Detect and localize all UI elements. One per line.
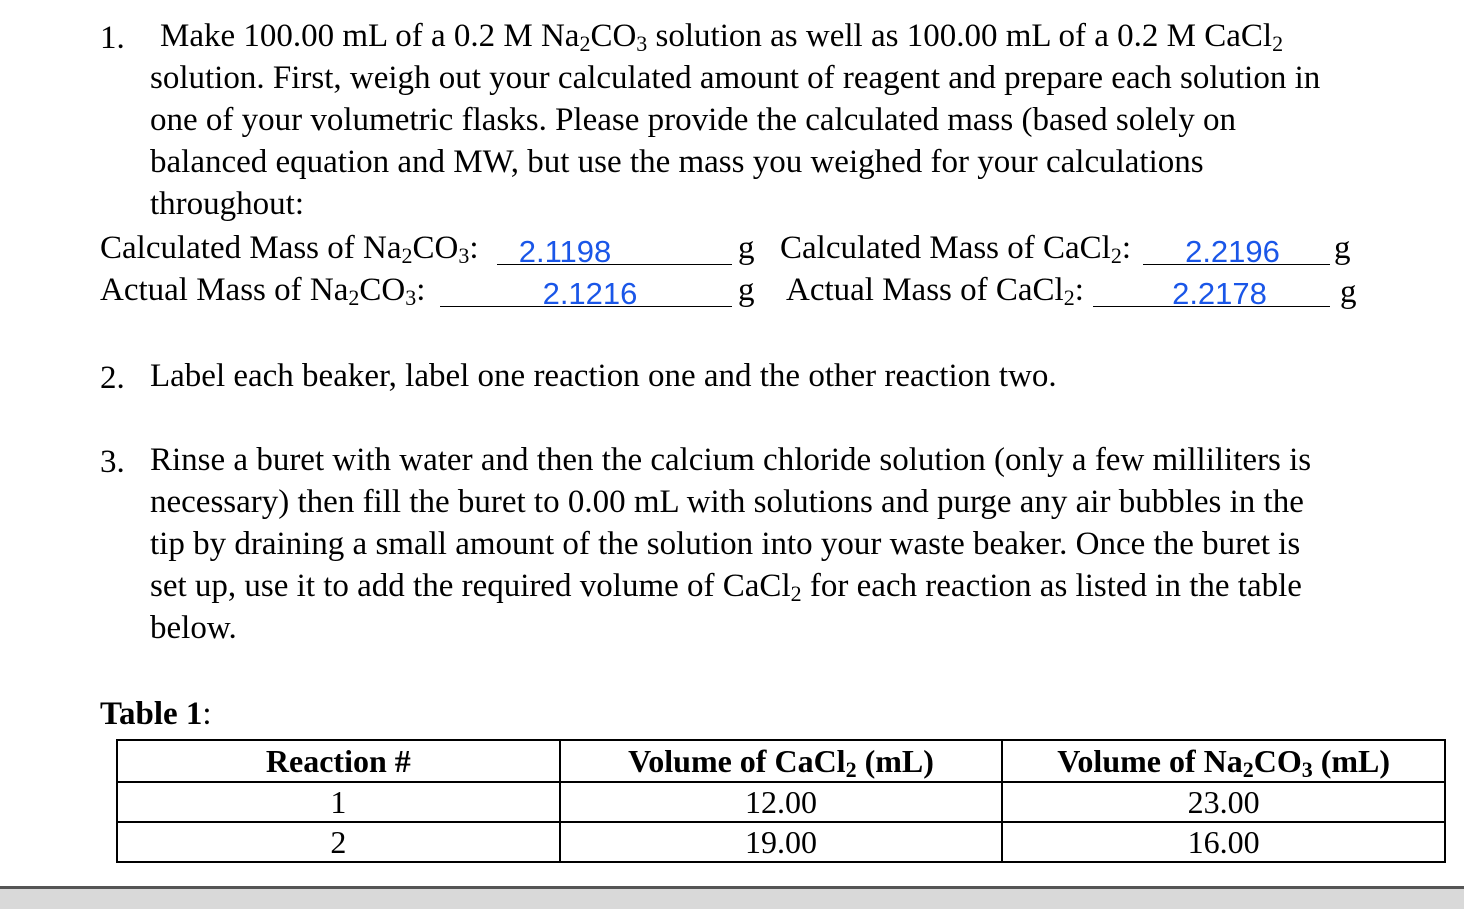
subscript: 2 (1063, 285, 1075, 310)
calculated-mass-cacl2-value[interactable]: 2.2196 (1185, 234, 1280, 269)
subscript: 2 (1110, 243, 1122, 268)
actual-mass-cacl2-value[interactable]: 2.2178 (1172, 276, 1267, 311)
subscript: 2 (790, 581, 802, 606)
label-text: Actual Mass of Na (100, 272, 349, 308)
header-cacl2-volume (560, 740, 1003, 782)
label-text: Calculated Mass of CaCl (780, 230, 1111, 266)
unit-g: g (1340, 274, 1357, 310)
step-3-line-3: tip by draining a small amount of the solution into your waste beaker. Once the buret is (150, 526, 1301, 562)
subscript: 2 (845, 757, 857, 782)
label-text: Calculated Mass of Na (100, 230, 402, 266)
header-text: (mL) (856, 743, 934, 779)
header-text: Volume of CaCl (628, 743, 846, 779)
step-1-text-a: Make 100.00 mL of a 0.2 M Na (160, 18, 580, 54)
label-text: CO (412, 230, 459, 266)
cell-cacl2-volume: 12.00 (560, 782, 1003, 822)
step-3-text-b: for each reaction as listed in the table (801, 568, 1302, 604)
reaction-table (116, 739, 1446, 863)
table-label (100, 698, 212, 731)
step-2-number: 2. (100, 360, 125, 396)
table-label-colon: : (202, 696, 212, 732)
step-1-number: 1. (100, 20, 125, 56)
calculated-mass-cacl2-label (780, 230, 1132, 268)
step-1-line-4: balanced equation and MW, but use the mass you weighed for your calculations (150, 144, 1204, 180)
calculated-mass-na2co3-value[interactable]: 2.1198 (518, 234, 612, 269)
header-na2co3-volume (1002, 740, 1445, 782)
step-1-line-2: solution. First, weigh out your calculated amount of reagent and prepare each solution in (150, 60, 1321, 96)
subscript: 2 (579, 31, 591, 56)
subscript: 3 (405, 285, 417, 310)
subscript: 2 (1272, 31, 1284, 56)
table-row (117, 782, 1445, 822)
step-3-number: 3. (100, 444, 125, 480)
header-text: Volume of Na (1057, 743, 1243, 779)
label-text: : (416, 272, 426, 308)
unit-g: g (738, 230, 755, 266)
subscript: 2 (1242, 757, 1254, 782)
cell-na2co3-volume: 23.00 (1002, 782, 1445, 822)
cell-reaction: 2 (117, 822, 560, 862)
label-text: : (1074, 272, 1084, 308)
subscript: 3 (458, 243, 470, 268)
step-1-line-1 (160, 18, 1284, 56)
subscript: 2 (401, 243, 413, 268)
step-1-text-co: CO (590, 18, 637, 54)
step-3-line-5: below. (150, 610, 237, 646)
table-label-text: Table 1 (100, 696, 203, 732)
label-text: : (469, 230, 479, 266)
subscript: 2 (348, 285, 360, 310)
unit-g: g (738, 272, 755, 308)
cell-na2co3-volume: 16.00 (1002, 822, 1445, 862)
step-3-text-a: set up, use it to add the required volume of CaCl (150, 568, 791, 604)
label-text: Actual Mass of CaCl (786, 272, 1064, 308)
actual-mass-na2co3-value[interactable]: 2.1216 (542, 276, 638, 311)
header-text: (mL) (1312, 743, 1391, 779)
step-3-line-2: necessary) then fill the buret to 0.00 mL with solutions and purge any air bubbles in the (150, 484, 1304, 520)
subscript: 3 (1301, 757, 1313, 782)
label-text: CO (359, 272, 406, 308)
step-3-line-4 (150, 568, 1302, 606)
step-2-text: Label each beaker, label one reaction one and the other reaction two. (150, 358, 1057, 394)
step-3-line-1: Rinse a buret with water and then the calcium chloride solution (only a few milliliters is (150, 442, 1312, 478)
step-1-text-b: solution as well as 100.00 mL of a 0.2 M CaCl (647, 18, 1273, 54)
calculated-mass-na2co3-label (100, 230, 479, 268)
actual-mass-cacl2-label (786, 272, 1084, 310)
header-text: CO (1253, 743, 1302, 779)
unit-g: g (1334, 230, 1351, 266)
subscript: 3 (636, 31, 648, 56)
step-1-line-5: throughout: (150, 186, 304, 222)
step-1-line-3: one of your volumetric flasks. Please provide the calculated mass (based solely on (150, 102, 1236, 138)
table-row (117, 822, 1445, 862)
header-reaction: Reaction # (117, 740, 560, 782)
cell-cacl2-volume: 19.00 (560, 822, 1003, 862)
label-text: : (1121, 230, 1132, 266)
actual-mass-na2co3-label (100, 272, 426, 310)
table-header-row (117, 740, 1445, 782)
cell-reaction: 1 (117, 782, 560, 822)
